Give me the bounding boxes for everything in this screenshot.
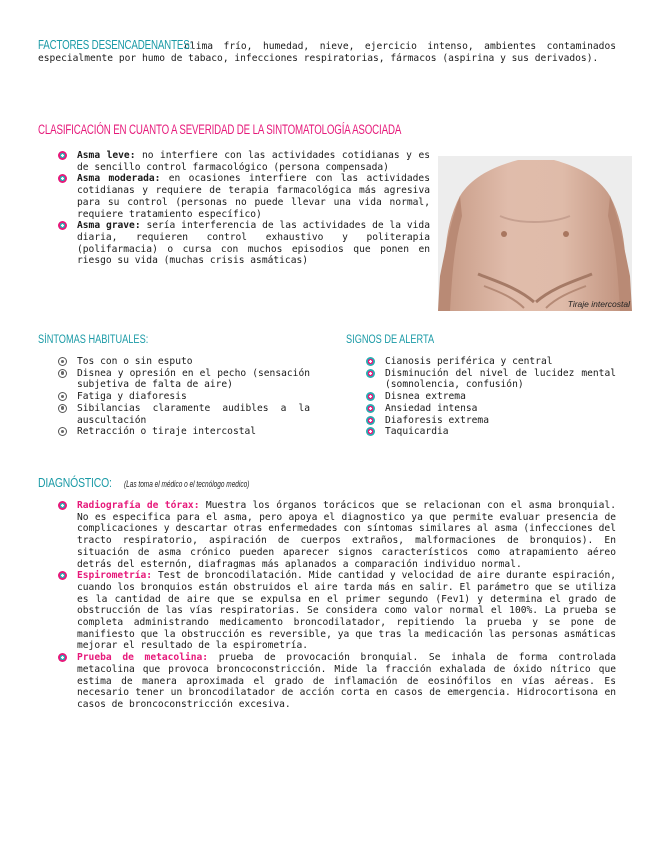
bullet-icon (58, 404, 67, 413)
factores-paragraph (38, 40, 616, 64)
list-item: Sibilancias claramente audibles a la auscultación (58, 403, 310, 426)
list-item: Prueba de metacolina: prueba de provocación bronquial. Se inhala de forma controlada metacolina que provoca broncoconstricción. Mide la fracción exhalada de óxido nítrico que estima de manera aproximada el grado de inflamación de eosinófilos en vías aéreas. Es necesario tener un broncodilatador de acción corta en casos de emergencia. Hidrocortisona en casos de broncoconstricción excesiva. (58, 652, 616, 711)
list-item: Asma grave: sería interferencia de las actividades de la vida diaria, requieren control exhaustivo y politerapia (polifarmacia) o cursa con muchos episodios que ponen en riesgo su vida (muchas crisis asmáticas) (58, 220, 430, 267)
bullet-icon (58, 174, 67, 183)
list-item: Disnea y opresión en el pecho (sensación subjetiva de falta de aire) (58, 368, 310, 391)
chest-illustration-icon (438, 156, 632, 311)
sintomas-list (58, 356, 310, 438)
list-item: Asma moderada: en ocasiones interfiere con las actividades cotidianas y requiere de terapia farmacológica más agresiva para su control (personas no puede llevar una vida normal, requiere tratamiento específico) (58, 173, 430, 220)
tiraje-intercostal-image (438, 156, 632, 311)
list-item: Asma leve: no interfiere con las actividades cotidianas y es de sencillo control farmacológico (persona compensada) (58, 150, 430, 173)
clasificacion-heading: CLASIFICACIÓN EN CUANTO A SEVERIDAD DE LA SINTOMATOLOGÍA ASOCIADA (38, 122, 402, 137)
signos-heading: SIGNOS DE ALERTA (346, 334, 435, 346)
bullet-icon (366, 369, 375, 378)
diagnostico-list (58, 500, 616, 711)
bullet-icon (58, 151, 67, 160)
diagnostico-note: (Las toma el médico o el tecnólogo medico) (123, 479, 250, 489)
list-item: Retracción o tiraje intercostal (58, 426, 310, 438)
list-item: Diaforesis extrema (366, 415, 616, 427)
bullet-icon (58, 501, 67, 510)
bullet-icon (58, 392, 67, 401)
image-caption: Tiraje intercostal (567, 299, 630, 309)
bullet-icon (366, 357, 375, 366)
list-item: Radiografía de tórax: Muestra los órganos torácicos que se relacionan con el asma bronquial. No es especifica para el asma, pero apoya el diagnostico ya que permite evaluar presencia de complicaciones y descartar otras enfermedades con síntomas similares al asma (infecciones del tracto respiratorio, aspiración de cuerpos extraños, malformaciones de bronquios). En situación de asma crónico pueden aparecer signos característicos como atrapamiento aéreo detrás del esternón, diafragmas más aplanados a comparación individuo normal. (58, 500, 616, 570)
bullet-icon (58, 571, 67, 580)
list-item: Espirometría: Test de broncodilatación. Mide cantidad y velocidad de aire durante espiración, cuando los bronquios están obstruidos el aire tarda más en salir. El parámetro que se utiliza es la cantidad de aire que se expulsa en el primer segundo (Fev1) y determina el grado de obstrucción de las vías respiratorias. Se considera como valor normal el 100%. La prueba se completa administrando medicamento broncodilatador, repitiendo la prueba y se pone de manifiesto que la obstrucción es reversible, ya que tras la medicación las personas asmáticas mejorar el resultado de la espirometría. (58, 570, 616, 652)
list-item: Tos con o sin esputo (58, 356, 310, 368)
list-item: Ansiedad intensa (366, 403, 616, 415)
sintomas-heading: SÍNTOMAS HABITUALES: (38, 334, 149, 346)
list-item: Taquicardia (366, 426, 616, 438)
bullet-icon (366, 416, 375, 425)
clasificacion-list (58, 150, 430, 267)
list-item: Disnea extrema (366, 391, 616, 403)
bullet-icon (366, 404, 375, 413)
bullet-icon (58, 427, 67, 436)
factores-heading: FACTORES DESENCADENANTES: (38, 38, 193, 52)
list-item: Fatiga y diaforesis (58, 391, 310, 403)
factores-text: clima frío, humedad, nieve, ejercicio intenso, ambientes contaminados especialmente por humo de tabaco, infecciones respiratorias, fármacos (aspirina y sus derivados). (38, 41, 616, 64)
bullet-icon (58, 221, 67, 230)
bullet-icon (366, 392, 375, 401)
diagnostico-heading: DIAGNÓSTICO: (38, 475, 112, 490)
bullet-icon (366, 427, 375, 436)
bullet-icon (58, 653, 67, 662)
bullet-icon (58, 357, 67, 366)
list-item: Disminución del nivel de lucidez mental (somnolencia, confusión) (366, 368, 616, 391)
signos-list (366, 356, 616, 438)
bullet-icon (58, 369, 67, 378)
list-item: Cianosis periférica y central (366, 356, 616, 368)
